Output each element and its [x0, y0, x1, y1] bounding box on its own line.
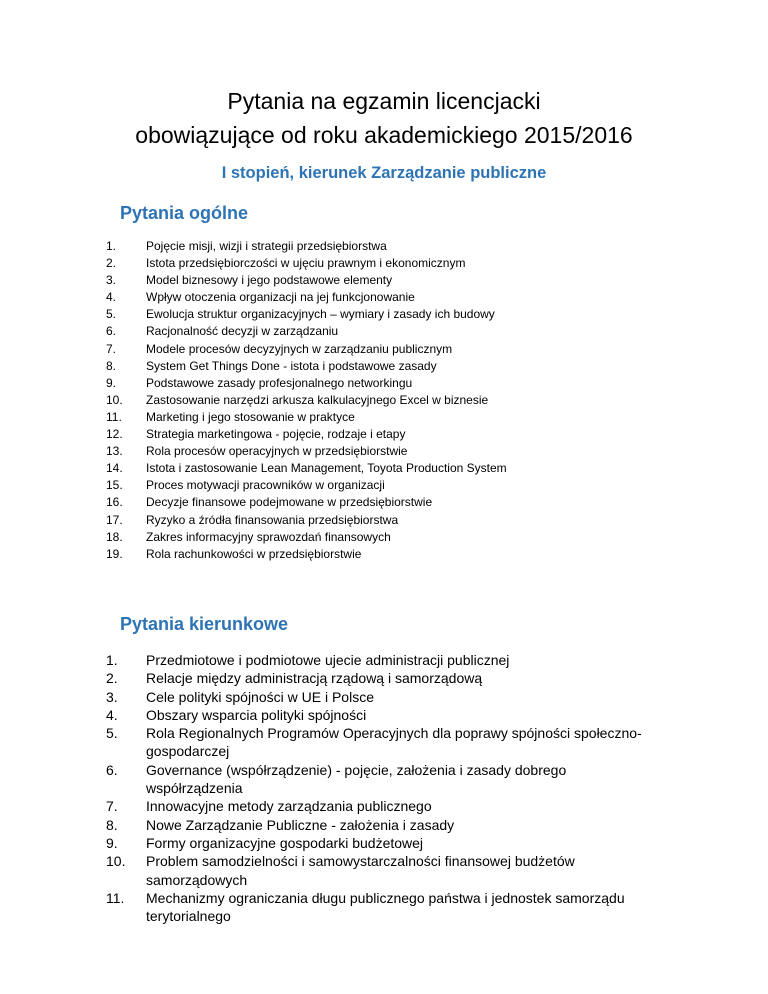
list-item	[106, 289, 666, 306]
item-text: Decyzje finansowe podejmowane w przedsiębiorstwie	[146, 495, 433, 510]
list-item	[106, 669, 666, 687]
list-item	[106, 306, 666, 323]
item-number: 18.	[106, 529, 123, 544]
item-text: Governance (współrządzenie) - pojęcie, założenia i zasady dobrego współrządzenia	[146, 761, 567, 797]
item-text: Pojęcie misji, wizji i strategii przedsiębiorstwa	[146, 239, 387, 253]
item-text: Mechanizmy ograniczania długu publicznego państwa i jednostek samorządu terytorialnego	[146, 889, 625, 925]
list-item	[106, 426, 666, 443]
major-questions-heading: Pytania kierunkowe	[120, 614, 289, 634]
item-number: 1.	[106, 652, 118, 668]
item-number: 2.	[106, 670, 118, 687]
item-text: Nowe Zarządzanie Publiczne - założenia i zasady	[146, 816, 455, 833]
list-item	[106, 852, 666, 889]
general-questions-heading: Pytania ogólne	[120, 203, 249, 223]
item-number: 13.	[106, 444, 123, 459]
item-number: 4.	[106, 706, 118, 723]
list-item	[106, 761, 666, 798]
item-text: Rola procesów operacyjnych w przedsiębiorstwie	[146, 444, 408, 459]
list-item	[106, 724, 666, 761]
item-text: Modele procesów decyzyjnych w zarządzaniu publicznym	[146, 341, 453, 356]
item-number: 12.	[106, 427, 123, 442]
item-number: 6.	[106, 761, 118, 778]
item-text: Model biznesowy i jego podstawowe elementy	[146, 273, 393, 288]
list-item	[106, 706, 666, 724]
major-questions-list	[106, 651, 666, 925]
list-item	[106, 546, 666, 563]
item-text: Rola Regionalnych Programów Operacyjnych dla poprawy spójności społeczno-gospodarczej	[146, 725, 642, 760]
list-item	[106, 255, 666, 272]
list-item	[106, 341, 666, 358]
item-number: 15.	[106, 478, 123, 493]
item-text: Marketing i jego stosowanie w praktyce	[146, 409, 355, 424]
list-item	[106, 494, 666, 511]
item-number: 9.	[106, 375, 117, 390]
item-number: 16.	[106, 495, 123, 510]
item-text: System Get Things Done - istota i podstawowe zasady	[146, 358, 437, 373]
list-item	[106, 460, 666, 477]
item-number: 8.	[106, 816, 118, 833]
item-text: Podstawowe zasady profesjonalnego networkingu	[146, 375, 413, 390]
list-item	[106, 797, 666, 815]
list-item	[106, 834, 666, 852]
item-number: 7.	[106, 341, 117, 356]
list-item	[106, 272, 666, 289]
item-number: 11.	[106, 889, 125, 906]
item-text: Istota przedsiębiorczości w ujęciu prawnym i ekonomicznym	[146, 256, 466, 271]
item-number: 14.	[106, 461, 123, 476]
list-item	[106, 889, 666, 926]
item-text: Ewolucja struktur organizacyjnych – wymiary i zasady ich budowy	[146, 307, 495, 322]
item-number: 19.	[106, 546, 123, 561]
list-item	[106, 323, 666, 340]
item-number: 9.	[106, 834, 118, 851]
item-text: Przedmiotowe i podmiotowe ujecie administracji publicznej	[146, 652, 510, 668]
general-questions-list	[106, 238, 666, 563]
list-item	[106, 651, 666, 669]
item-number: 10.	[106, 392, 123, 407]
title-line-1: Pytania na egzamin licencjacki	[227, 88, 541, 114]
item-text: Innowacyjne metody zarządzania publicznego	[146, 798, 432, 815]
item-number: 1.	[106, 239, 117, 253]
item-number: 3.	[106, 273, 117, 288]
item-number: 5.	[106, 307, 117, 322]
item-number: 17.	[106, 512, 123, 527]
item-text: Obszary wsparcia polityki spójności	[146, 706, 367, 723]
list-item	[106, 688, 666, 706]
list-item	[106, 512, 666, 529]
title-line-2: obowiązujące od roku akademickiego 2015/2016	[135, 122, 633, 148]
document-subtitle: I stopień, kierunek Zarządzanie publiczne	[221, 164, 547, 182]
item-text: Cele polityki spójności w UE i Polsce	[146, 688, 374, 705]
document-title	[0, 84, 768, 152]
item-text: Relacje między administracją rządową i samorządową	[146, 670, 483, 687]
list-item	[106, 816, 666, 834]
item-text: Istota i zastosowanie Lean Management, Toyota Production System	[146, 461, 507, 476]
item-text: Formy organizacyjne gospodarki budżetowej	[146, 834, 424, 851]
list-item	[106, 375, 666, 392]
item-text: Zakres informacyjny sprawozdań finansowych	[146, 529, 391, 544]
item-text: Rola rachunkowości w przedsiębiorstwie	[146, 546, 362, 561]
item-text: Problem samodzielności i samowystarczalności finansowej budżetów samorządowych	[146, 853, 575, 888]
item-number: 2.	[106, 256, 117, 271]
item-number: 11.	[106, 409, 122, 424]
list-item	[106, 392, 666, 409]
list-item	[106, 477, 666, 494]
list-item	[106, 529, 666, 546]
list-item	[106, 238, 666, 255]
item-number: 7.	[106, 798, 118, 815]
item-text: Strategia marketingowa - pojęcie, rodzaje i etapy	[146, 427, 406, 442]
item-text: Racjonalność decyzji w zarządzaniu	[146, 324, 339, 339]
item-number: 6.	[106, 324, 117, 339]
list-item	[106, 358, 666, 375]
list-item	[106, 409, 666, 426]
item-text: Ryzyko a źródła finansowania przedsiębiorstwa	[146, 512, 399, 527]
item-number: 10.	[106, 853, 126, 870]
item-text: Proces motywacji pracowników w organizacji	[146, 478, 385, 493]
item-number: 8.	[106, 358, 117, 373]
item-number: 4.	[106, 290, 117, 305]
item-text: Zastosowanie narzędzi arkusza kalkulacyjnego Excel w biznesie	[146, 392, 489, 407]
item-number: 3.	[106, 688, 118, 705]
item-number: 5.	[106, 725, 118, 742]
item-text: Wpływ otoczenia organizacji na jej funkcjonowanie	[146, 290, 415, 305]
list-item	[106, 443, 666, 460]
